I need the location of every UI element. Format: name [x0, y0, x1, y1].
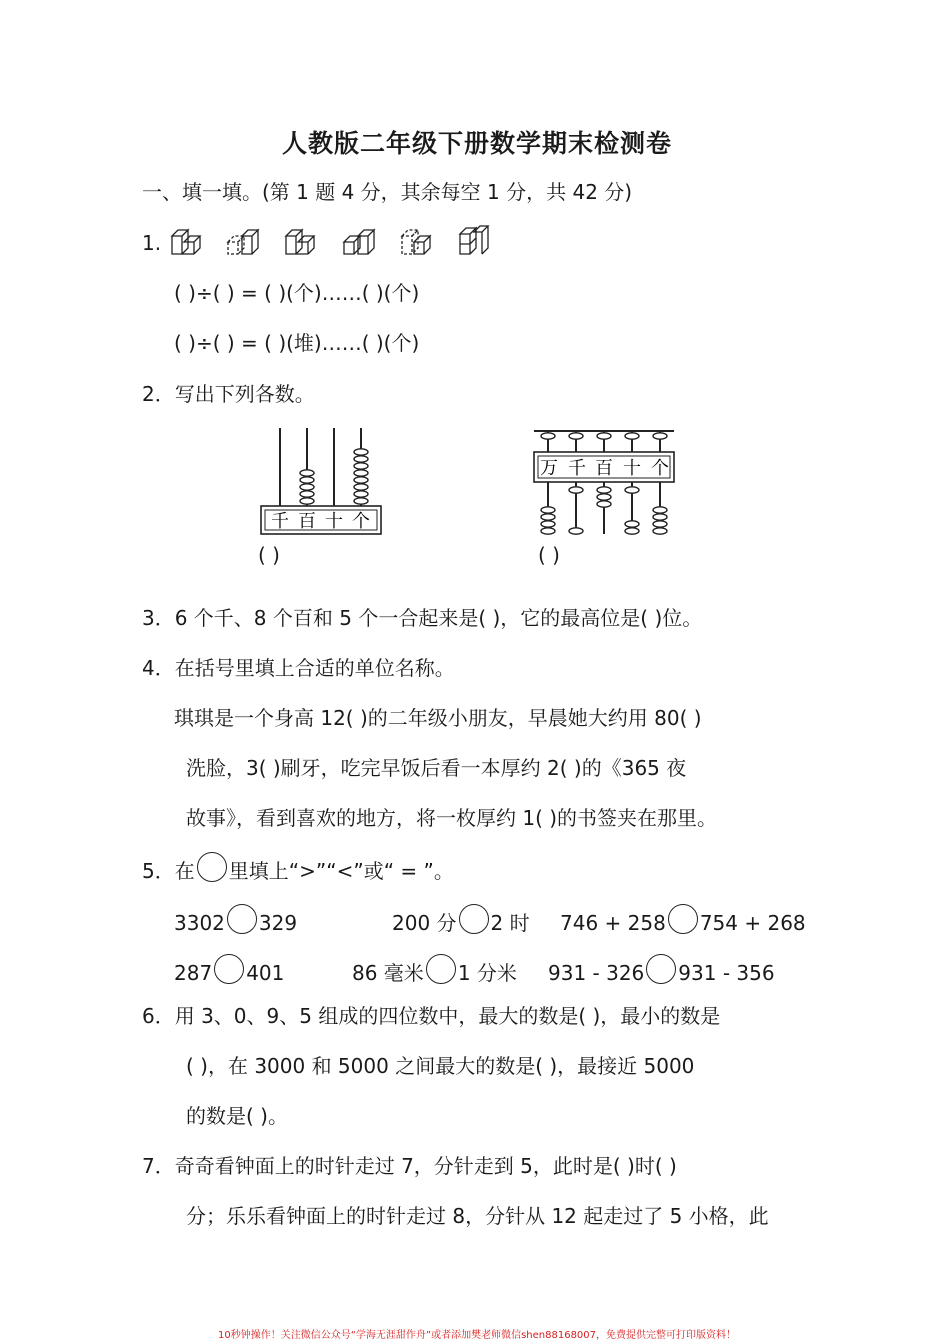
section-heading: 一、填一填。(第 1 题 4 分，其余每空 1 分，共 42 分) [142, 180, 633, 204]
abacus-2-answer: ( ) [538, 543, 560, 567]
compare-right: 401 [246, 961, 285, 985]
abacus-1-label-hundred: 百 [298, 511, 316, 532]
compare-circle-icon[interactable] [227, 904, 257, 934]
compare-left: 86 毫米 [352, 961, 424, 985]
abacus-2-label-ten: 十 [623, 458, 641, 479]
abacus-2-label-one: 个 [651, 458, 669, 479]
compare-left: 287 [174, 961, 213, 985]
question-4-text: 4．在括号里填上合适的单位名称。 [142, 656, 455, 680]
compare-left: 200 分 [392, 911, 457, 935]
cube-stacks-icon [170, 222, 500, 256]
compare-left: 746 + 258 [560, 911, 666, 935]
abacus-1-label-ten: 十 [325, 511, 343, 532]
question-7-line-2: 分；乐乐看钟面上的时针走过 8，分针从 12 起走过了 5 小格，此 [186, 1204, 769, 1228]
compare-item-1 [174, 904, 297, 935]
compare-item-6 [548, 954, 775, 985]
question-4-line-2: 洗脸，3( )刷牙，吃完早饭后看一本厚约 2( )的《365 夜 [186, 756, 687, 780]
compare-item-3 [560, 904, 806, 935]
compare-circle-icon [197, 852, 227, 882]
compare-circle-icon[interactable] [426, 954, 456, 984]
question-6-line-1: 6．用 3、0、9、5 组成的四位数中，最大的数是( )，最小的数是 [142, 1004, 721, 1028]
compare-circle-icon[interactable] [668, 904, 698, 934]
abacus-2-label-hundred: 百 [595, 458, 613, 479]
abacus-ten-thousands [532, 424, 677, 536]
compare-left: 931 - 326 [548, 961, 645, 985]
abacus-2-upper-beads [541, 433, 667, 439]
compare-right: 329 [258, 911, 298, 935]
compare-circle-icon[interactable] [214, 954, 244, 984]
question-4-line-1: 琪琪是一个身高 12( )的二年级小朋友，早晨她大约用 80( ) [174, 706, 702, 730]
compare-left: 3302 [174, 911, 225, 935]
question-1-number: 1. [142, 231, 162, 255]
abacus-2-label-ten-thousand: 万 [540, 458, 558, 479]
compare-circle-icon[interactable] [459, 904, 489, 934]
question-3-text: 3．6 个千、8 个百和 5 个一合起来是( )，它的最高位是( )位。 [142, 606, 703, 630]
question-6-line-3: 的数是( )。 [186, 1104, 288, 1128]
abacus-2-label-thousand: 千 [568, 458, 586, 479]
page-title: 人教版二年级下册数学期末检测卷 [282, 129, 673, 158]
question-1-line-1: ( )÷( ) = ( )(个)……( )(个) [174, 281, 420, 305]
compare-item-4 [174, 954, 284, 985]
compare-circle-icon[interactable] [646, 954, 676, 984]
question-5-pre: 5．在 [142, 859, 195, 883]
question-6-line-2: ( )，在 3000 和 5000 之间最大的数是( )，最接近 5000 [186, 1054, 695, 1078]
compare-right: 754 + 268 [699, 911, 806, 935]
question-5-post: 里填上“>”“<”或“ = ”。 [228, 859, 454, 883]
compare-item-5 [352, 954, 517, 986]
abacus-1-label-one: 个 [352, 511, 370, 532]
question-5-instruction [142, 852, 454, 884]
footer-note: 10秒钟操作！关注微信公众号“学海无涯甜作舟”或者添加樊老师微信shen88168007，免费提供完整可打印版资料！ [218, 1330, 737, 1341]
abacus-1-ones-beads [354, 449, 368, 504]
abacus-1-label-thousand: 千 [271, 511, 289, 532]
question-1-line-2: ( )÷( ) = ( )(堆)……( )(个) [174, 331, 420, 355]
compare-item-2 [392, 904, 530, 936]
question-4-line-3: 故事》，看到喜欢的地方，将一枚厚约 1( )的书签夹在那里。 [186, 806, 718, 830]
abacus-1-answer: ( ) [258, 543, 280, 567]
abacus-thousands [255, 424, 390, 536]
question-2-text: 2．写出下列各数。 [142, 382, 315, 406]
compare-right: 1 分米 [457, 961, 517, 985]
compare-right: 931 - 356 [678, 961, 775, 985]
compare-right: 2 时 [490, 911, 530, 935]
question-7-line-1: 7．奇奇看钟面上的时针走过 7，分针走到 5，此时是( )时( ) [142, 1154, 677, 1178]
abacus-1-hundreds-beads [300, 470, 314, 504]
